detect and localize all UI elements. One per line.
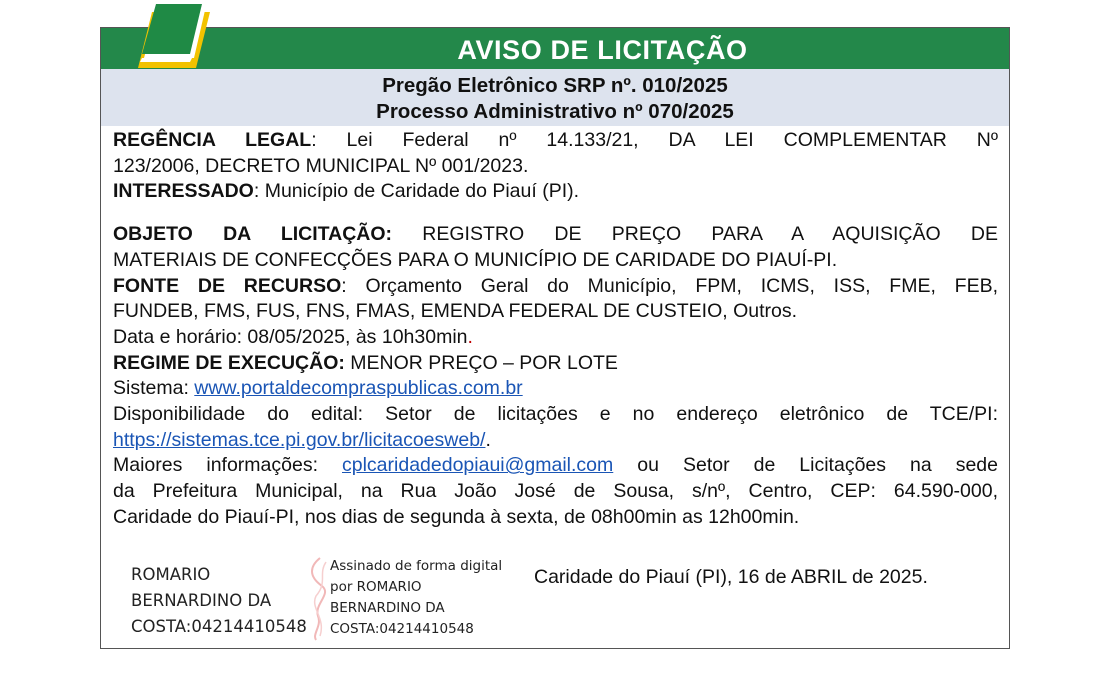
tce-link[interactable]: https://sistemas.tce.pi.gov.br/licitacoesweb/ [113, 428, 486, 451]
objeto-label: OBJETO DA LICITAÇÃO: [113, 223, 393, 246]
pregao-line: Pregão Eletrônico SRP nº. 010/2025 [382, 74, 728, 97]
regencia-line-2: 123/2006, DECRETO MUNICIPAL Nº 001/2023. [113, 154, 529, 177]
fonte-label: FONTE DE RECURSO [113, 274, 342, 297]
fonte-line-2: FUNDEB, FMS, FUS, FNS, FMAS, EMENDA FEDERAL DE CUSTEIO, Outros. [113, 300, 798, 323]
regime-line: REGIME DE EXECUÇÃO: MENOR PREÇO – POR LOTE [113, 351, 618, 374]
notice-body [113, 128, 998, 531]
processo-line: Processo Administrativo nº 070/2025 [376, 100, 734, 123]
regencia-label: REGÊNCIA LEGAL [113, 129, 312, 151]
sistema-line: Sistema: www.portaldecompraspublicas.com.br [113, 377, 523, 400]
fonte-line-1: FONTE DE RECURSO: Orçamento Geral do Município, FPM, ICMS, ISS, FME, FEB, [113, 274, 998, 297]
notice-title: AVISO DE LICITAÇÃO [457, 35, 748, 65]
edital-line-2: https://sistemas.tce.pi.gov.br/licitacoesweb/. [113, 428, 491, 451]
sistema-link[interactable]: www.portaldecompraspublicas.com.br [194, 377, 523, 400]
edital-line-1: Disponibilidade do edital: Setor de licitações e no endereço eletrônico de TCE/PI: [113, 403, 998, 426]
email-link[interactable]: cplcaridadedopiaui@gmail.com [342, 454, 614, 477]
municipal-logo-icon [136, 2, 218, 74]
title-banner [101, 28, 1009, 69]
interessado-label: INTERESSADO [113, 180, 254, 203]
place-date: Caridade do Piauí (PI), 16 de ABRIL de 2025. [534, 566, 928, 588]
digital-signature-note: Assinado de forma digital por ROMARIO BERNARDINO DA COSTA:04214410548 [330, 558, 503, 637]
regime-label: REGIME DE EXECUÇÃO: [113, 351, 345, 374]
process-header [101, 69, 1009, 126]
informacoes-line-1: Maiores informações: cplcaridadedopiaui@gmail.com ou Setor de Licitações na sede [113, 454, 998, 477]
informacoes-line-3: Caridade do Piauí-PI, nos dias de segunda à sexta, de 08h00min as 12h00min. [113, 505, 800, 528]
regencia-line-1: REGÊNCIA LEGAL: Lei Federal nº 14.133/21, DA LEI COMPLEMENTAR Nº [113, 129, 999, 151]
interessado-line: INTERESSADO: Município de Caridade do Piauí (PI). [113, 180, 580, 203]
informacoes-line-2: da Prefeitura Municipal, na Rua João José de Sousa, s/nº, Centro, CEP: 64.590-000, [113, 480, 998, 503]
data-horario-line: Data e horário: 08/05/2025, às 10h30min. [113, 325, 473, 348]
objeto-line-2: MATERIAIS DE CONFECÇÕES PARA O MUNICÍPIO DE CARIDADE DO PIAUÍ-PI. [113, 248, 838, 271]
objeto-line-1: OBJETO DA LICITAÇÃO: REGISTRO DE PREÇO PARA A AQUISIÇÃO DE [113, 223, 998, 246]
signer-name: ROMARIO BERNARDINO DA COSTA:04214410548 [131, 565, 307, 636]
